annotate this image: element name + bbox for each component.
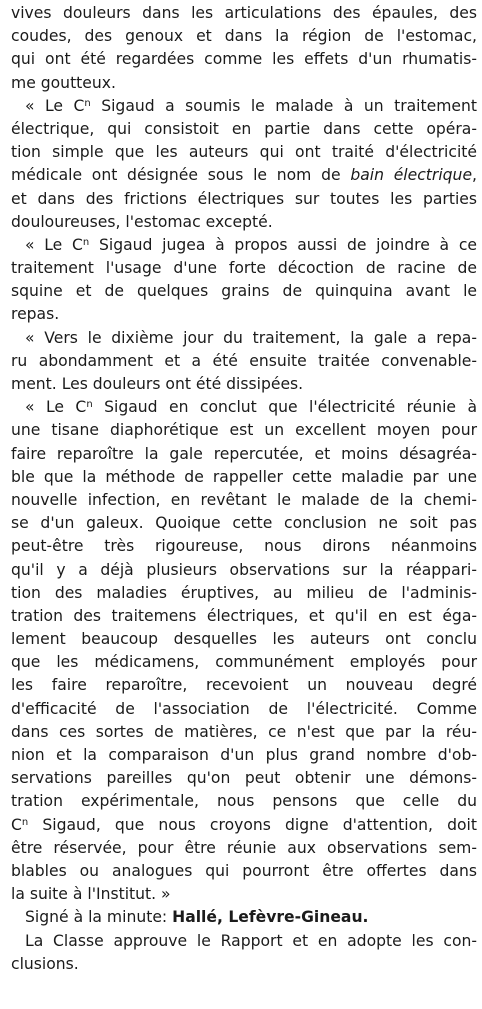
text-line-5: « Le $C^n$ Sigaud a soumis le malade à un traitement: [25, 96, 477, 115]
text-line-27: tration des traitemens électriques, et qu'il en est éga-: [11, 606, 477, 625]
text-line-18: « Le $C^n$ Sigaud en conclut que l'électricité réunie à: [25, 398, 477, 417]
text-line-15: « Vers le dixième jour du traitement, la gale a repa-: [25, 328, 477, 347]
text-line-30: les faire reparoître, recevoient un nouveau degré: [11, 676, 477, 695]
text-line-33: nion et la comparaison d'un plus grand nombre d'ob-: [11, 746, 477, 764]
text-line-24: peut-être très rigoureuse, nous dirons néanmoins: [11, 537, 477, 556]
text-line-35: tration expérimentale, nous pensons que celle du: [11, 792, 477, 811]
text-line-19: une tisane diaphorétique est un excellent moyen pour: [11, 421, 477, 440]
text-line-37: être réservée, pour être réunie aux observations sem-: [11, 838, 477, 857]
text-line-22: nouvelle infection, en revêtant le malade de la chemi-: [11, 490, 477, 509]
text-line-21: ble que la méthode de rappeller cette maladie par une: [11, 467, 477, 486]
text-line-20: faire reparoître la gale repercutée, et moins désagréa-: [11, 444, 477, 463]
text-line-34: servations pareilles qu'on peut obtenir une démons-: [11, 769, 477, 788]
text-line-14: repas.: [11, 305, 60, 324]
text-line-31: d'efficacité de l'association de l'électricité. Comme: [11, 699, 477, 718]
text-line-7: tion simple que les auteurs qui ont traité d'électricité: [11, 143, 477, 162]
text-line-41: La Classe approuve le Rapport et en adopte les con-: [25, 931, 477, 950]
text-line-16: ru abondamment et a été ensuite traitée convenable-: [11, 351, 477, 370]
text-line-4: me goutteux.: [11, 73, 116, 92]
text-line-1: vives douleurs dans les articulations des épaules, des: [11, 4, 477, 22]
text-line-8: médicale ont désignée sous le nom de bain électrique,: [11, 166, 478, 185]
text-line-32: dans ces sortes de matières, ce n'est que par la réu-: [11, 722, 477, 741]
text-line-29: que les médicamens, communément employés pour: [11, 653, 477, 672]
signatories: Hallé, Lefèvre-Gineau.: [172, 908, 369, 927]
text-line-39: la suite à l'Institut. »: [11, 885, 171, 904]
text-line-11: « Le $C^n$ Sigaud jugea à propos aussi de joindre à ce: [25, 235, 477, 254]
document-page: [11, 2, 477, 976]
text-line-42: clusions.: [11, 954, 79, 973]
signature-line: Signé à la minute: Hallé, Lefèvre-Gineau.: [25, 908, 369, 927]
text-line-25: qu'il y a déjà plusieurs observations sur la réappari-: [11, 560, 477, 579]
text-line-38: blables ou analogues qui pourront être offertes dans: [11, 861, 477, 880]
text-line-17: ment. Les douleurs ont été dissipées.: [11, 375, 304, 393]
text-line-36: $C^n$ Sigaud, que nous croyons digne d'attention, doit: [11, 815, 477, 834]
text-line-26: tion des maladies éruptives, au milieu de l'adminis-: [11, 583, 477, 602]
text-line-6: électrique, qui consistoit en partie dans cette opéra-: [11, 119, 477, 138]
text-line-23: se d'un galeux. Quoique cette conclusion ne soit pas: [11, 514, 477, 533]
text-line-3: qui ont été regardées comme les effets d'un rhumatis-: [11, 50, 477, 69]
text-line-13: squine et de quelques grains de quinquina avant le: [11, 282, 477, 301]
text-line-2: coudes, des genoux et dans la région de l'estomac,: [11, 27, 477, 46]
text-line-9: et dans des frictions électriques sur toutes les parties: [11, 189, 477, 208]
text-line-12: traitement l'usage d'une forte décoction de racine de: [11, 259, 477, 278]
text-line-28: lement beaucoup desquelles les auteurs ont conclu: [11, 630, 477, 649]
text-line-10: douloureuses, l'estomac excepté.: [11, 212, 273, 231]
